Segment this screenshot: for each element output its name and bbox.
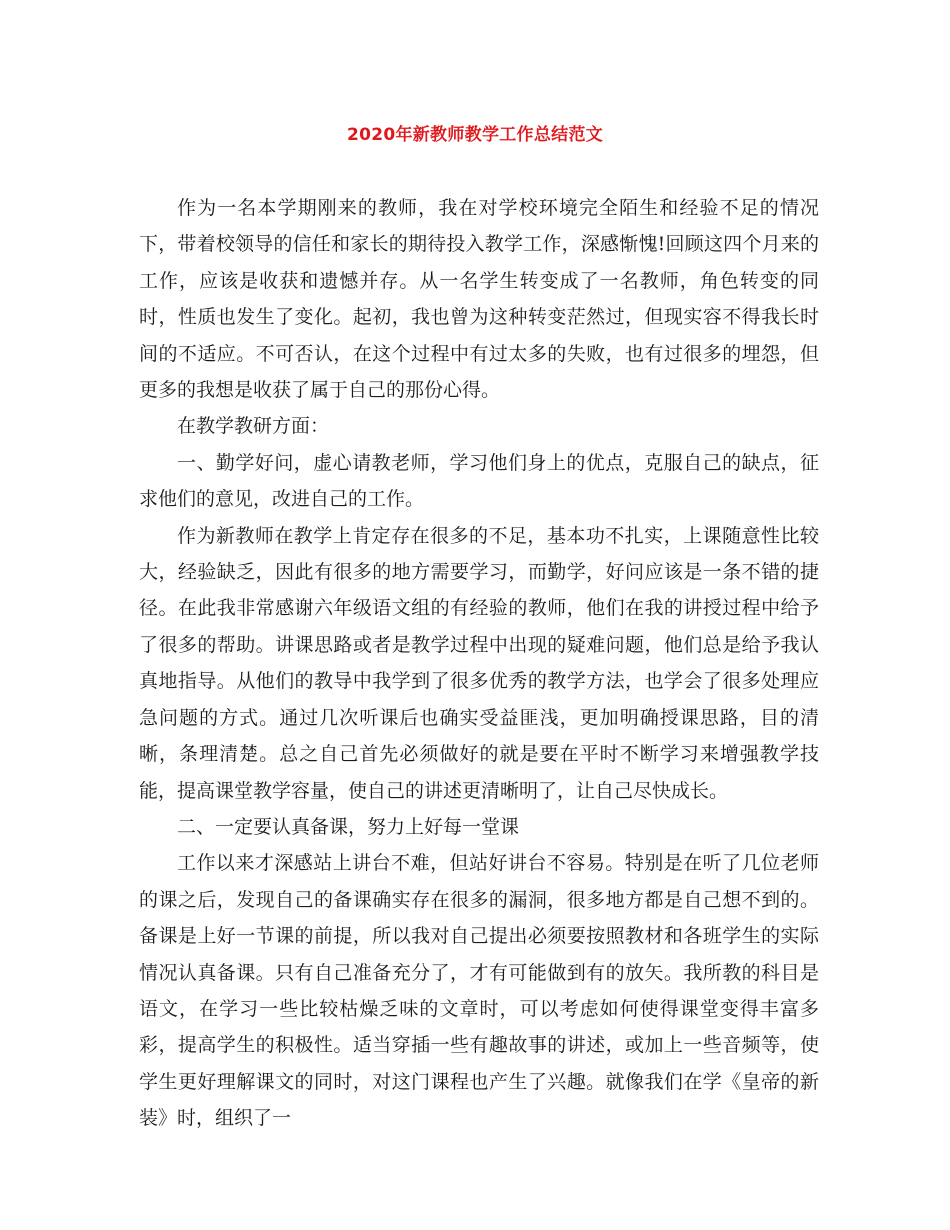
paragraph-section-heading: 在教学教研方面： bbox=[177, 415, 330, 438]
paragraph-point-two: 二、一定要认真备课，努力上好每一堂课 bbox=[177, 815, 520, 838]
document-title: 2020年新教师教学工作总结范文 bbox=[346, 125, 604, 145]
document-body bbox=[139, 190, 819, 1137]
paragraph-intro: 作为一名本学期刚来的教师，我在对学校环境完全陌生和经验不足的情况下，带着校领导的信任和家长的期待投入教学工作，深感惭愧!回顾这四个月来的工作，应该是收获和遗憾并存。从一名学生转变成了一名教师，角色转变的同时，性质也发生了变化。起初，我也曾为这种转变茫然过，但现实容不得我长时间的不适应。不可否认，在这个过程中有过太多的失败，也有过很多的埋怨，但更多的我想是收获了属于自己的那份心得。 bbox=[139, 197, 819, 402]
paragraph-point-two-detail: 工作以来才深感站上讲台不难，但站好讲台不容易。特别是在听了几位老师的课之后，发现自己的备课确实存在很多的漏洞，很多地方都是自己想不到的。备课是上好一节课的前提，所以我对自己提出必须要按照教材和各班学生的实际情况认真备课。只有自己准备充分了，才有可能做到有的放矢。我所教的科目是语文，在学习一些比较枯燥乏味的文章时，可以考虑如何使得课堂变得丰富多彩，提高学生的积极性。适当穿插一些有趣故事的讲述，或加上一些音频等，使学生更好理解课文的同时，对这门课程也产生了兴趣。就像我们在学《皇帝的新装》时，组织了一 bbox=[139, 852, 819, 1130]
paragraph-point-one-detail: 作为新教师在教学上肯定存在很多的不足，基本功不扎实，上课随意性比较大，经验缺乏，因此有很多的地方需要学习，而勤学，好问应该是一条不错的捷径。在此我非常感谢六年级语文组的有经验的教师，他们在我的讲授过程中给予了很多的帮助。讲课思路或者是教学过程中出现的疑难问题，他们总是给予我认真地指导。从他们的教导中我学到了很多优秀的教学方法，也学会了很多处理应急问题的方式。通过几次听课后也确实受益匪浅，更加明确授课思路，目的清晰，条理清楚。总之自己首先必须做好的就是要在平时不断学习来增强教学技能，提高课堂教学容量，使自己的讲述更清晰明了，让自己尽快成长。 bbox=[139, 524, 819, 802]
paragraph-point-one: 一、勤学好问，虚心请教老师，学习他们身上的优点，克服自己的缺点，征求他们的意见，改进自己的工作。 bbox=[139, 451, 819, 511]
